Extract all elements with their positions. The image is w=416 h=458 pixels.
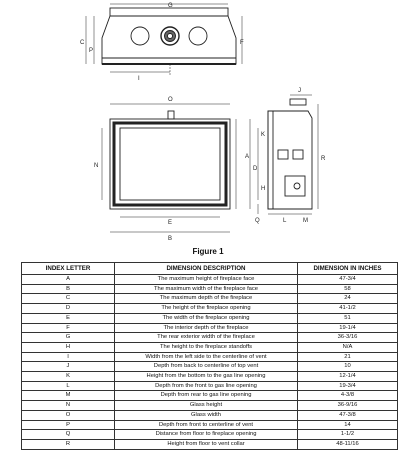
cell-inches: N/A [298,342,398,352]
cell-index-letter: R [22,439,115,449]
dim-label-h: H [261,186,266,192]
cell-inches: 19-1/4 [298,323,398,333]
cell-description: The height of the fireplace opening [115,304,298,314]
cell-inches: 4-3/8 [298,391,398,401]
cell-description: The rear exterior width of the fireplace [115,333,298,343]
cell-index-letter: B [22,284,115,294]
cell-inches: 24 [298,294,398,304]
header-index-letter: INDEX LETTER [22,263,115,275]
top-view-labels [80,3,244,82]
figure-caption: Figure 1 [192,247,224,256]
cell-inches: 1-1/2 [298,430,398,440]
cell-index-letter: L [22,381,115,391]
cell-description: Distance from floor to fireplace opening [115,430,298,440]
cell-inches: 48-11/16 [298,439,398,449]
cell-description: The interior depth of the fireplace [115,323,298,333]
dim-label-k: K [261,132,266,138]
table-row [22,304,398,314]
cell-inches: 10 [298,362,398,372]
cell-inches: 12-1/4 [298,372,398,382]
dim-label-d: D [253,166,258,172]
cell-index-letter: J [22,362,115,372]
dim-label-g: G [168,3,173,9]
dim-label-o: O [168,97,173,103]
cell-inches: 58 [298,284,398,294]
dimensions-table [21,262,398,450]
cell-description: Height from the bottom to the gas line opening [115,372,298,382]
dim-label-n: N [94,163,99,169]
table-row [22,410,398,420]
table-row [22,284,398,294]
cell-inches: 36-9/16 [298,401,398,411]
cell-index-letter: O [22,410,115,420]
table-row [22,401,398,411]
table-row [22,420,398,430]
dim-label-l: L [283,218,287,224]
cell-description: Height from floor to vent collar [115,439,298,449]
cell-description: The maximum depth of the fireplace [115,294,298,304]
table-row [22,342,398,352]
cell-description: The height to the fireplace standoffs [115,342,298,352]
table-row [22,333,398,343]
front-view-drawing [102,104,236,232]
cell-index-letter: D [22,304,115,314]
cell-index-letter: K [22,372,115,382]
table-row [22,391,398,401]
table-row [22,430,398,440]
header-dimension-inches: DIMENSION IN INCHES [298,263,398,275]
table-row [22,362,398,372]
dim-label-f: F [240,40,244,46]
cell-inches: 47-3/4 [298,275,398,285]
cell-inches: 21 [298,352,398,362]
dim-label-r: R [321,156,326,162]
table-row [22,381,398,391]
cell-description: The width of the fireplace opening [115,313,298,323]
cell-index-letter: N [22,401,115,411]
table-row [22,313,398,323]
dim-label-b: B [168,236,173,242]
cell-inches: 36-3/16 [298,333,398,343]
cell-inches: 19-3/4 [298,381,398,391]
table-row [22,352,398,362]
cell-description: Glass height [115,401,298,411]
cell-index-letter: H [22,342,115,352]
table-header-row [22,263,398,275]
dim-label-p: P [89,48,94,54]
side-view-drawing [250,95,318,214]
cell-index-letter: Q [22,430,115,440]
cell-index-letter: A [22,275,115,285]
cell-inches: 51 [298,313,398,323]
cell-index-letter: M [22,391,115,401]
table-row [22,323,398,333]
cell-inches: 47-3/8 [298,410,398,420]
cell-inches: 14 [298,420,398,430]
side-view-labels [245,88,326,224]
cell-index-letter: C [22,294,115,304]
dim-label-j: J [298,88,301,94]
table-row [22,372,398,382]
cell-index-letter: G [22,333,115,343]
dim-label-m: M [303,218,308,224]
dim-label-q: Q [255,218,260,224]
cell-index-letter: P [22,420,115,430]
table-row [22,275,398,285]
cell-description: Width from the left side to the centerline of vent [115,352,298,362]
dim-label-c: C [80,40,85,46]
header-dimension-description: DIMENSION DESCRIPTION [115,263,298,275]
dim-label-a: A [245,154,250,160]
cell-index-letter: E [22,313,115,323]
cell-index-letter: I [22,352,115,362]
cell-inches: 41-1/2 [298,304,398,314]
top-view-drawing [86,4,242,76]
table-row [22,294,398,304]
cell-index-letter: F [22,323,115,333]
table-row [22,439,398,449]
dim-label-e: E [168,220,173,226]
cell-description: Depth from rear to gas line opening [115,391,298,401]
dim-label-i: I [138,76,140,82]
cell-description: Depth from back to centerline of top vent [115,362,298,372]
cell-description: The maximum width of the fireplace face [115,284,298,294]
cell-description: Depth from the front to gas line opening [115,381,298,391]
cell-description: Glass width [115,410,298,420]
cell-description: Depth from front to centerline of vent [115,420,298,430]
cell-description: The maximum height of fireplace face [115,275,298,285]
